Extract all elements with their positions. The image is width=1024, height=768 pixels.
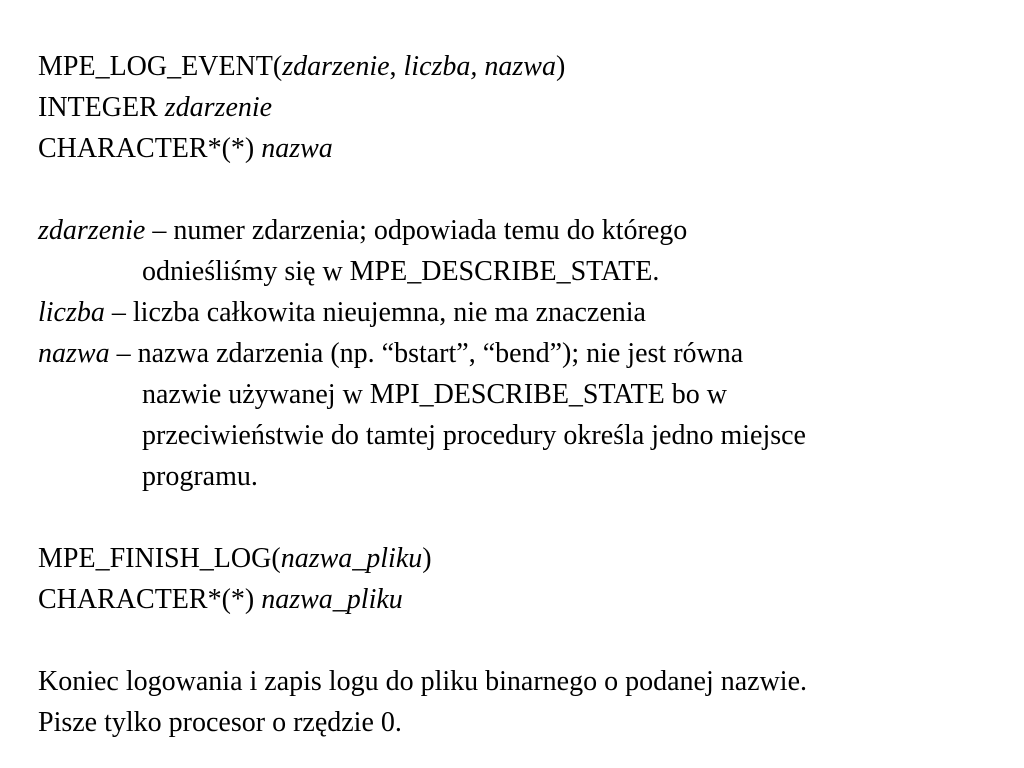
- closing-paren: ): [556, 51, 566, 82]
- param-term: zdarzenie: [38, 215, 146, 246]
- declaration-character: [38, 579, 998, 620]
- description-text: Pisze tylko procesor o rzędzie 0.: [38, 707, 402, 738]
- param-text: – liczba całkowita nieujemna, nie ma znaczenia: [104, 297, 646, 328]
- spacer: [38, 620, 998, 661]
- param-zdarzenie-description: [38, 210, 998, 251]
- param-term: liczba: [38, 297, 105, 328]
- param-nazwa-continuation: [38, 415, 998, 456]
- type-name: INTEGER: [38, 92, 165, 123]
- type-name: CHARACTER*(*): [38, 584, 262, 615]
- description-line: [38, 702, 998, 743]
- param-text: programu.: [142, 461, 258, 492]
- param-nazwa-continuation: [38, 456, 998, 497]
- declaration-character: [38, 128, 998, 169]
- param-term: nazwa: [38, 338, 110, 369]
- log-event-signature: [38, 46, 998, 87]
- description-line: [38, 661, 998, 702]
- param-liczba-description: [38, 292, 998, 333]
- variable-name: nazwa_pliku: [261, 584, 403, 615]
- param-name: zdarzenie: [282, 51, 390, 82]
- separator: ,: [389, 51, 404, 82]
- spacer: [38, 169, 998, 210]
- param-name: nazwa_pliku: [280, 543, 423, 574]
- closing-paren: ): [422, 543, 432, 574]
- param-zdarzenie-continuation: [38, 251, 998, 292]
- param-nazwa-description: [38, 333, 998, 374]
- param-nazwa-continuation: [38, 374, 998, 415]
- type-name: CHARACTER*(*): [38, 133, 262, 164]
- declaration-integer: [38, 87, 998, 128]
- variable-name: nazwa: [261, 133, 333, 164]
- spacer: [38, 497, 998, 538]
- function-name: MPE_LOG_EVENT(: [38, 51, 283, 82]
- slide-content: [38, 46, 998, 743]
- description-text: Koniec logowania i zapis logu do pliku binarnego o podanej nazwie.: [38, 666, 808, 697]
- param-names: liczba, nazwa: [403, 51, 556, 82]
- function-name: MPE_FINISH_LOG(: [38, 543, 281, 574]
- param-text: nazwie używanej w MPI_DESCRIBE_STATE bo w: [142, 379, 727, 410]
- variable-name: zdarzenie: [164, 92, 273, 123]
- param-text: – numer zdarzenia; odpowiada temu do którego: [145, 215, 688, 246]
- param-text: – nazwa zdarzenia (np. “bstart”, “bend”); nie jest równa: [109, 338, 744, 369]
- finish-log-signature: [38, 538, 998, 579]
- param-text: przeciwieństwie do tamtej procedury określa jedno miejsce: [142, 420, 806, 451]
- param-text: odnieśliśmy się w MPE_DESCRIBE_STATE.: [142, 256, 660, 287]
